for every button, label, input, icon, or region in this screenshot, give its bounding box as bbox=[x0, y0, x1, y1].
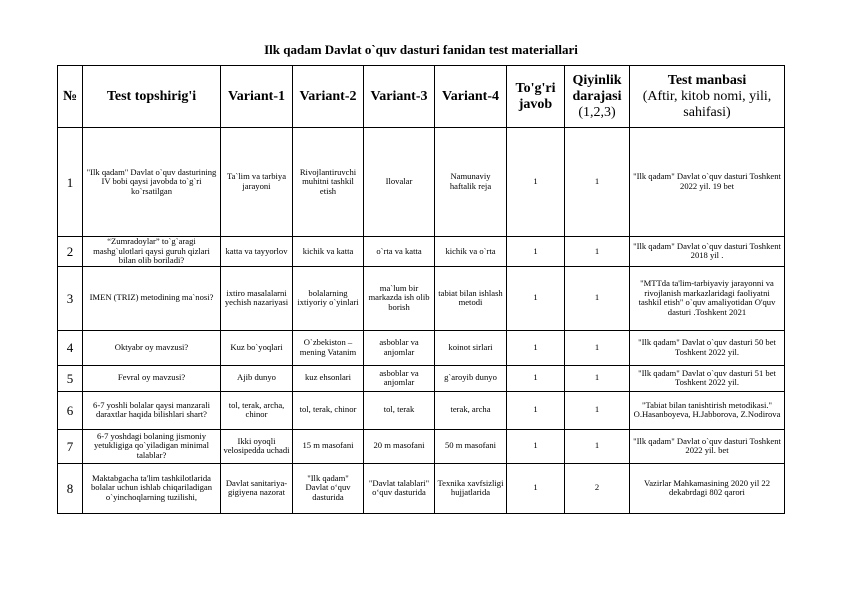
row-number: 2 bbox=[58, 237, 83, 267]
row-source: "Ilk qadam" Davlat o`quv dasturi 51 bet Toshkent 2022 yil. bbox=[630, 365, 785, 391]
table-row bbox=[58, 128, 785, 237]
row-variant-1: Kuz bo`yoqlari bbox=[221, 330, 293, 365]
header-row bbox=[58, 66, 785, 128]
row-variant-3: Ilovalar bbox=[364, 128, 435, 237]
row-variant-3: asboblar va anjomlar bbox=[364, 330, 435, 365]
row-difficulty: 1 bbox=[565, 128, 630, 237]
row-source: "Ilk qadam" Davlat o`quv dasturi Toshkent 2022 yil. bet bbox=[630, 429, 785, 463]
header-source bbox=[630, 66, 785, 128]
header-variant-4: Variant-4 bbox=[435, 66, 507, 128]
header-variant-3: Variant-3 bbox=[364, 66, 435, 128]
row-difficulty: 1 bbox=[565, 429, 630, 463]
row-number: 5 bbox=[58, 365, 83, 391]
row-task: "Ilk qadam" Davlat o`quv dasturining IV bobi qaysi javobda to`g`ri ko`rsatilgan bbox=[83, 128, 221, 237]
row-variant-2: "Ilk qadam" Davlat o‘quv dasturida bbox=[293, 463, 364, 513]
header-difficulty bbox=[565, 66, 630, 128]
row-number: 6 bbox=[58, 391, 83, 429]
row-variant-2: bolalarning ixtiyoriy o`yinlari bbox=[293, 266, 364, 330]
row-correct-answer: 1 bbox=[507, 429, 565, 463]
row-number: 4 bbox=[58, 330, 83, 365]
row-variant-4: terak, archa bbox=[435, 391, 507, 429]
table-row bbox=[58, 391, 785, 429]
document-title: Ilk qadam Davlat o`quv dasturi fanidan test materiallari bbox=[264, 42, 578, 57]
row-variant-1: Ta`lim va tarbiya jarayoni bbox=[221, 128, 293, 237]
row-correct-answer: 1 bbox=[507, 391, 565, 429]
row-correct-answer: 1 bbox=[507, 266, 565, 330]
row-variant-3: ma`lum bir markazda ish olib borish bbox=[364, 266, 435, 330]
row-variant-1: Ajib dunyo bbox=[221, 365, 293, 391]
row-variant-1: Davlat sanitariya-gigiyena nazorat bbox=[221, 463, 293, 513]
row-task: 6-7 yoshdagi bolaning jismoniy yetukligiga qo`yiladigan minimal talablar? bbox=[83, 429, 221, 463]
header-source-note: (Aftir, kitob nomi, yili, sahifasi) bbox=[642, 88, 772, 120]
table-row bbox=[58, 237, 785, 267]
row-variant-2: tol, terak, chinor bbox=[293, 391, 364, 429]
row-variant-2: Rivojlantiruvchi muhitni tashkil etish bbox=[293, 128, 364, 237]
row-correct-answer: 1 bbox=[507, 237, 565, 267]
table-row bbox=[58, 365, 785, 391]
row-source: Vazirlar Mahkamasining 2020 yil 22 dekabrdagi 802 qarori bbox=[630, 463, 785, 513]
row-correct-answer: 1 bbox=[507, 365, 565, 391]
table-row bbox=[58, 463, 785, 513]
row-task: “Zumradoylar” to`g`aragi mashg`ulotlari qaysi guruh qizlari bilan olib boriladi? bbox=[83, 237, 221, 267]
row-variant-4: Texnika xavfsizligi hujjatlarida bbox=[435, 463, 507, 513]
row-difficulty: 1 bbox=[565, 391, 630, 429]
row-task: IMEN (TRIZ) metodining ma`nosi? bbox=[83, 266, 221, 330]
row-difficulty: 2 bbox=[565, 463, 630, 513]
row-variant-4: g`aroyib dunyo bbox=[435, 365, 507, 391]
header-task: Test topshirig'i bbox=[83, 66, 221, 128]
row-variant-1: Ikki oyoqli velosipedda uchadi bbox=[221, 429, 293, 463]
row-difficulty: 1 bbox=[565, 330, 630, 365]
row-variant-2: 15 m masofani bbox=[293, 429, 364, 463]
row-source: "MTTda ta'lim-tarbiyaviy jarayonni va rivojlanish markazlaridagi faoliyatni tashkil etish" o`quv amaliyotidan O'quv dasturi .Toshkent 2021 bbox=[630, 266, 785, 330]
row-variant-3: tol, terak bbox=[364, 391, 435, 429]
row-number: 8 bbox=[58, 463, 83, 513]
row-difficulty: 1 bbox=[565, 365, 630, 391]
row-difficulty: 1 bbox=[565, 237, 630, 267]
row-variant-1: tol, terak, archa, chinor bbox=[221, 391, 293, 429]
header-difficulty-note: (1,2,3) bbox=[578, 104, 616, 120]
table-row bbox=[58, 330, 785, 365]
row-task: Oktyabr oy mavzusi? bbox=[83, 330, 221, 365]
row-source: "Tabiat bilan tanishtirish metodikasi." O.Hasanboyeva, H.Jabborova, Z.Nodirova bbox=[630, 391, 785, 429]
header-source-label: Test manbasi bbox=[667, 72, 747, 88]
table-row bbox=[58, 266, 785, 330]
row-variant-4: kichik va o`rta bbox=[435, 237, 507, 267]
row-correct-answer: 1 bbox=[507, 128, 565, 237]
row-task: Maktabgacha ta'lim tashkilotlarida bolalar uchun ishlab chiqariladigan o`yinchoqlarning tuzilishi, bbox=[83, 463, 221, 513]
row-variant-4: Namunaviy haftalik reja bbox=[435, 128, 507, 237]
row-variant-3: 20 m masofani bbox=[364, 429, 435, 463]
row-variant-4: 50 m masofani bbox=[435, 429, 507, 463]
row-source: "Ilk qadam" Davlat o`quv dasturi Toshkent 2022 yil. 19 bet bbox=[630, 128, 785, 237]
row-correct-answer: 1 bbox=[507, 463, 565, 513]
row-variant-2: kichik va katta bbox=[293, 237, 364, 267]
row-number: 3 bbox=[58, 266, 83, 330]
row-variant-2: O`zbekiston – mening Vatanim bbox=[293, 330, 364, 365]
header-variant-2: Variant-2 bbox=[293, 66, 364, 128]
test-materials-table bbox=[57, 65, 785, 514]
header-number: № bbox=[58, 66, 83, 128]
row-number: 7 bbox=[58, 429, 83, 463]
row-variant-3: "Davlat talablari" o‘quv dasturida bbox=[364, 463, 435, 513]
row-source: "Ilk qadam" Davlat o`quv dasturi Toshkent 2018 yil . bbox=[630, 237, 785, 267]
table-row bbox=[58, 429, 785, 463]
header-correct-answer: To'g'ri javob bbox=[507, 66, 565, 128]
row-variant-1: katta va tayyorlov bbox=[221, 237, 293, 267]
row-source: "Ilk qadam" Davlat o`quv dasturi 50 bet Toshkent 2022 yil. bbox=[630, 330, 785, 365]
row-correct-answer: 1 bbox=[507, 330, 565, 365]
row-variant-1: ixtiro masalalarni yechish nazariyasi bbox=[221, 266, 293, 330]
row-variant-3: o`rta va katta bbox=[364, 237, 435, 267]
row-difficulty: 1 bbox=[565, 266, 630, 330]
row-variant-4: koinot sirlari bbox=[435, 330, 507, 365]
row-variant-4: tabiat bilan ishlash metodi bbox=[435, 266, 507, 330]
row-number: 1 bbox=[58, 128, 83, 237]
row-variant-3: asboblar va anjomlar bbox=[364, 365, 435, 391]
row-task: Fevral oy mavzusi? bbox=[83, 365, 221, 391]
header-variant-1: Variant-1 bbox=[221, 66, 293, 128]
header-difficulty-label: Qiyinlik darajasi bbox=[572, 72, 622, 104]
row-task: 6-7 yoshli bolalar qaysi manzarali daraxtlar haqida bilishlari shart? bbox=[83, 391, 221, 429]
row-variant-2: kuz ehsonlari bbox=[293, 365, 364, 391]
